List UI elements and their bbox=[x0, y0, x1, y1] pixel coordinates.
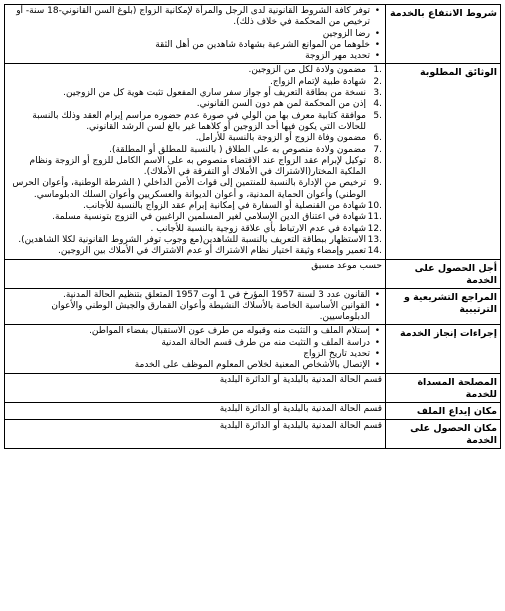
item-number: 2. bbox=[373, 76, 382, 87]
provider-cell bbox=[5, 373, 386, 402]
obtain-place-cell bbox=[5, 419, 386, 448]
table-row bbox=[5, 288, 501, 325]
item-number: 13. bbox=[367, 234, 382, 245]
obtain-place-text: قسم الحالة المدنية بالبلدية أو الدائرة البلدية bbox=[219, 420, 382, 431]
item-number: 7. bbox=[373, 144, 382, 155]
delay-cell bbox=[5, 259, 386, 288]
list-item: • تحديد مهر الزوجة bbox=[8, 51, 370, 62]
list-item bbox=[8, 246, 382, 257]
list-item: • دراسة الملف و التثبت منه من طرف قسم الحالة المدنية bbox=[8, 338, 370, 349]
references-list bbox=[8, 290, 382, 324]
list-item bbox=[8, 155, 382, 179]
item-text: توكيل لإبرام عقد الزواج عند الاقتضاء منصوص به على الاسم الكامل للزوج أو الزوجة ونظام الملكية المختار(الاشتراك في الأملاك أو التفرقة في الأملاك). bbox=[29, 155, 366, 178]
row-header: المصلحة المسداة للخدمة bbox=[386, 373, 501, 402]
table-row bbox=[5, 419, 501, 448]
item-text: شهادة في عدم الارتباط بأي علاقة زوجية بالنسبة للأجانب . bbox=[150, 223, 366, 234]
list-item bbox=[8, 144, 382, 156]
list-item bbox=[8, 201, 382, 212]
item-text: إذن من المحكمة لمن هم دون السن القانوني. bbox=[196, 99, 366, 110]
documents-list bbox=[8, 65, 382, 257]
item-text: مضمون ولادة منصوص به على الطلاق ( بالنسبة للمطلق أو المطلقة). bbox=[109, 144, 366, 155]
row-header: المراجع التشريعية و الترتيبية bbox=[386, 288, 501, 325]
list-item bbox=[8, 133, 382, 144]
item-number: 12. bbox=[367, 223, 382, 234]
list-item: • القوانين الأساسية الخاصة بالأسلاك النشيطة وأعوان القمارق والجيش الوطني والأعوان الدبلوماسيين. bbox=[8, 301, 370, 324]
list-item bbox=[8, 88, 382, 99]
list-item bbox=[8, 212, 382, 223]
row-header: مكان إيداع الملف bbox=[386, 402, 501, 419]
item-number: 9. bbox=[373, 178, 382, 189]
item-text: تعمير وإمضاء وثيقة اختيار نظام الاشتراك أو عدم الاشتراك في الأملاك بين الزوجين. bbox=[58, 246, 366, 257]
conditions-cell bbox=[5, 5, 386, 64]
list-item: • توفر كافة الشروط القانونية لدى الرجل والمرأة لإمكانية الزواج (بلوغ السن القانوني-18 سنة- أو ترخيص من المحكمة في خلاف ذلك). bbox=[8, 6, 370, 29]
list-item bbox=[8, 99, 382, 110]
table-row bbox=[5, 373, 501, 402]
table-row bbox=[5, 259, 501, 288]
item-number: 10. bbox=[367, 201, 382, 212]
documents-cell bbox=[5, 64, 386, 259]
list-item: • تحديد تاريخ الزواج bbox=[8, 349, 370, 360]
list-item: • القانون عدد 3 لسنة 1957 المؤرخ في 1 أوت 1957 المتعلق بتنظيم الحالة المدنية. bbox=[8, 290, 370, 301]
filing-place-text: قسم الحالة المدنية بالبلدية أو الدائرة البلدية bbox=[219, 403, 382, 414]
item-text: الاستظهار ببطاقة التعريف بالنسبة للشاهدين(مع وجوب توفر الشروط القانونية لكلا الشاهدين). bbox=[18, 234, 366, 245]
list-item bbox=[8, 223, 382, 235]
list-item bbox=[8, 110, 382, 134]
list-item: • رضا الزوجين bbox=[8, 29, 370, 40]
item-text: ترخيص من الإدارة بالنسبة للمنتمين إلى قوات الأمن الداخلي ( الشرطة الوطنية، وأعوان الحرس الوطني) وأعوان الحماية المدنية، و أعوان الديوانة والعسكريين وأعوان السلك الدبلوماسي. bbox=[12, 178, 366, 200]
list-item bbox=[8, 76, 382, 88]
item-number: 3. bbox=[373, 88, 382, 99]
item-text: شهادة في اعتناق الدين الإسلامي لغير المسلمين الراغبين في التزوج بتونسية مسلمة. bbox=[52, 212, 366, 223]
procedures-cell bbox=[5, 325, 386, 373]
row-header: الوثائق المطلوبة bbox=[386, 64, 501, 259]
item-number: 4. bbox=[373, 99, 382, 110]
item-number: 8. bbox=[373, 155, 382, 166]
row-header: شروط الانتفاع بالخدمة bbox=[386, 5, 501, 64]
table-row bbox=[5, 64, 501, 259]
item-text: شهادة من القنصلية أو السفارة في إمكانية إبرام عقد الزواج بالنسبة للأجانب. bbox=[83, 201, 366, 212]
references-cell bbox=[5, 288, 386, 325]
service-info-table bbox=[4, 4, 501, 449]
list-item: • خلوهما من الموانع الشرعية بشهادة شاهدين من أهل الثقة bbox=[8, 40, 370, 51]
item-number: 14. bbox=[367, 246, 382, 257]
table-row bbox=[5, 402, 501, 419]
item-number: 11. bbox=[367, 212, 382, 223]
item-text: شهادة طبية لإتمام الزواج. bbox=[269, 76, 366, 87]
table-row bbox=[5, 5, 501, 64]
item-text: موافقة كتابية معرف بها من الولي في صورة عدم حضوره مراسم إبرام العقد وذلك بالنسبة للحالات التي يكون فيها أحد الزوجين أو كلاهما غير بالغ لسن الرشد القانوني. bbox=[32, 110, 366, 132]
procedures-list bbox=[8, 326, 382, 371]
item-number: 1. bbox=[373, 65, 382, 76]
table-row bbox=[5, 325, 501, 373]
list-item: • الإتصال بالأشخاص المعنية لخلاص المعلوم الموظف على الخدمة bbox=[8, 360, 370, 371]
item-number: 6. bbox=[373, 133, 382, 144]
row-header: أجل الحصول على الخدمة bbox=[386, 259, 501, 288]
list-item: • إستلام الملف و التثبت منه وقبوله من طرف عون الاستقبال بفضاء المواطن. bbox=[8, 326, 370, 337]
delay-text: حسب موعد مسبق bbox=[311, 260, 382, 271]
conditions-list bbox=[8, 6, 382, 62]
list-item bbox=[8, 65, 382, 76]
list-item bbox=[8, 234, 382, 246]
item-text: مضمون وفاة الزوج أو الزوجة بالنسبة للأرامل. bbox=[195, 133, 366, 144]
row-header: مكان الحصول على الخدمة bbox=[386, 419, 501, 448]
row-header: إجراءات إنجاز الخدمة bbox=[386, 325, 501, 373]
item-text: نسخة من بطاقة التعريف أو جواز سفر ساري المفعول تثبت هوية كل من الزوجين. bbox=[63, 88, 366, 99]
list-item bbox=[8, 178, 382, 201]
item-number: 5. bbox=[373, 110, 382, 121]
item-text: مضمون ولادة لكل من الزوجين. bbox=[248, 65, 366, 76]
provider-text: قسم الحالة المدنية بالبلدية أو الدائرة البلدية bbox=[219, 374, 382, 385]
filing-place-cell bbox=[5, 402, 386, 419]
